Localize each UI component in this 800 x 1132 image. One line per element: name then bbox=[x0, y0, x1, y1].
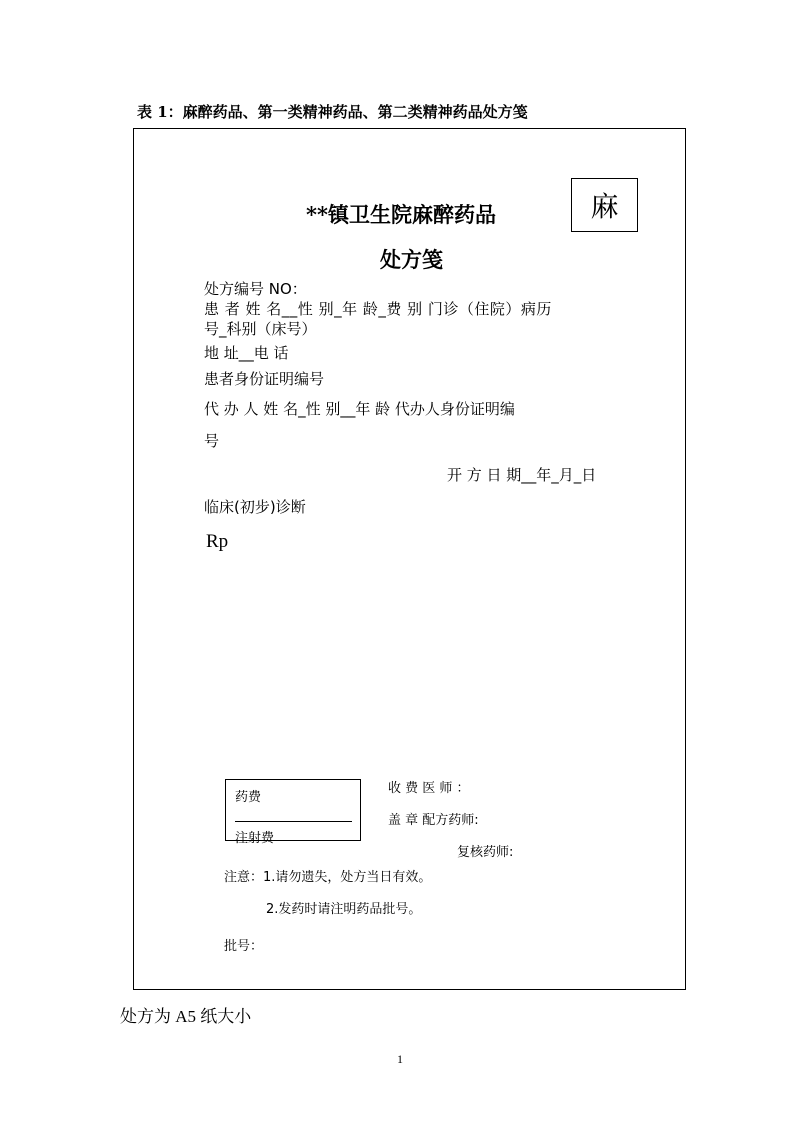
prescription-date-field: 开 方 日 期__年_月_日 bbox=[447, 466, 597, 484]
reviewer-signature: 复核药师: bbox=[457, 845, 514, 860]
form-title: **镇卫生院麻醉药品 bbox=[306, 202, 496, 227]
patient-info-field: 患 者 姓 名__性 别_年 龄_费 别 门诊（住院）病历 bbox=[204, 300, 552, 318]
note-line-1: 注意：1.请勿遗失，处方当日有效。 bbox=[224, 870, 432, 885]
injection-fee-label: 注射费 bbox=[235, 831, 275, 846]
diagnosis-field: 临床(初步)诊断 bbox=[204, 498, 306, 516]
category-mark: 麻 bbox=[590, 190, 619, 223]
stamp-pharmacist-signature: 盖 章 配方药师: bbox=[388, 813, 479, 828]
batch-number-label: 批号： bbox=[224, 939, 264, 954]
paper-size-note: 处方为 A5 纸大小 bbox=[120, 1007, 252, 1026]
category-mark-box bbox=[571, 178, 638, 232]
rp-label: Rp bbox=[206, 531, 229, 552]
agent-info-field: 代 办 人 姓 名_性 别__年 龄 代办人身份证明编 bbox=[204, 400, 515, 418]
page-number: 1 bbox=[397, 1052, 403, 1066]
prescription-number-field: 处方编号 NO： bbox=[204, 280, 307, 298]
cashier-doctor-signature: 收 费 医 师 ： bbox=[388, 781, 470, 796]
fee-divider bbox=[235, 821, 352, 822]
form-subtitle: 处方笺 bbox=[380, 247, 443, 272]
agent-info-field-continued: 号 bbox=[204, 432, 220, 450]
patient-id-number-field: 患者身份证明编号 bbox=[204, 370, 325, 388]
table-caption: 表 1：麻醉药品、第一类精神药品、第二类精神药品处方笺 bbox=[137, 103, 528, 121]
record-department-field: 号_科别（床号） bbox=[204, 320, 317, 338]
drug-fee-label: 药费 bbox=[235, 790, 262, 805]
note-line-2: 2.发药时请注明药品批号。 bbox=[266, 902, 422, 917]
address-phone-field: 地 址__电 话 bbox=[204, 344, 289, 362]
